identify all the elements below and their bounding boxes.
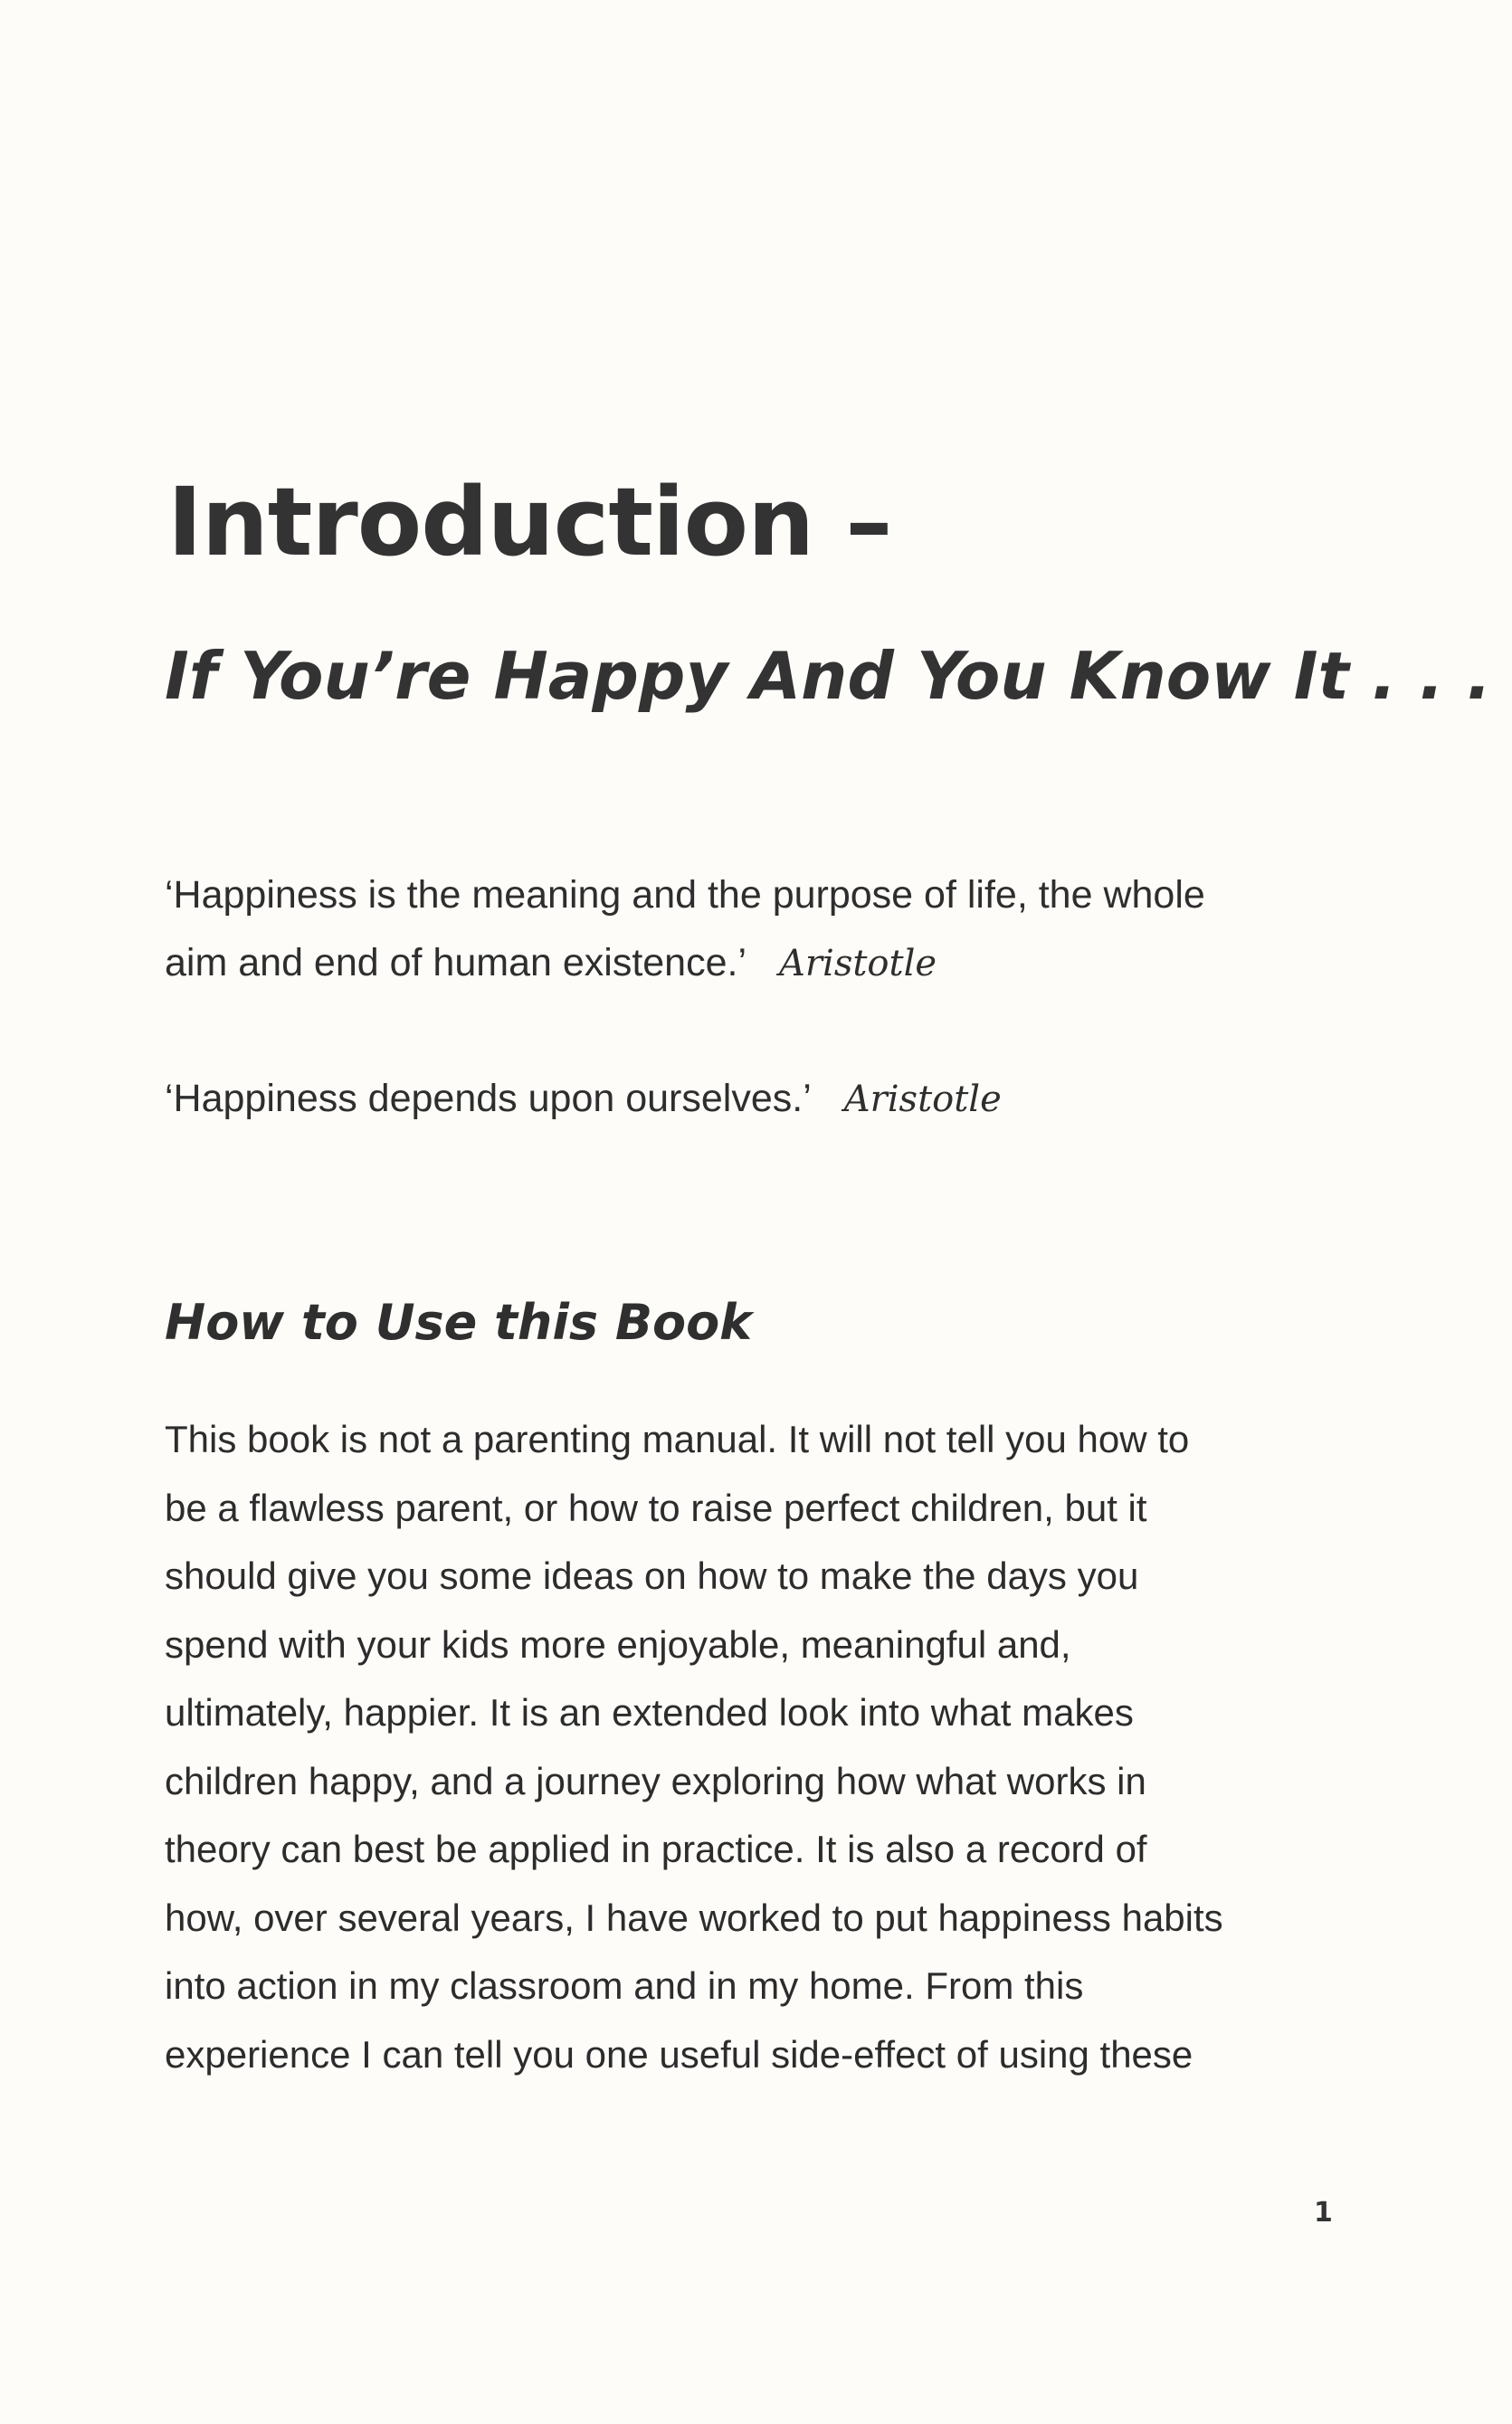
chapter-subtitle: If You’re Happy And You Know It . . . bbox=[165, 638, 1492, 714]
chapter-title: Introduction – bbox=[167, 467, 892, 577]
body-line: how, over several years, I have worked to put happiness habits bbox=[165, 1896, 1223, 1939]
body-line: experience I can tell you one useful side-effect of using these bbox=[165, 2032, 1193, 2076]
epigraph-attribution: Aristotle bbox=[843, 1079, 1002, 1120]
body-line: be a flawless parent, or how to raise perfect children, but it bbox=[165, 1486, 1147, 1529]
section-heading: How to Use this Book bbox=[165, 1294, 753, 1351]
epigraph-text: ‘Happiness is the meaning and the purpose of life, the whole aim and end of human existence.’ bbox=[165, 873, 1205, 984]
epigraph-quote bbox=[165, 861, 1250, 998]
epigraph-quote bbox=[165, 1065, 1250, 1134]
epigraph-text: ‘Happiness depends upon ourselves.’ bbox=[165, 1077, 812, 1120]
body-paragraph bbox=[165, 1405, 1368, 2088]
body-line: theory can best be applied in practice. It is also a record of bbox=[165, 1828, 1147, 1870]
body-line: ultimately, happier. It is an extended look into what makes bbox=[165, 1691, 1134, 1734]
body-line: children happy, and a journey exploring how what works in bbox=[165, 1759, 1146, 1802]
body-line: into action in my classroom and in my home. From this bbox=[165, 1964, 1084, 2007]
body-line: This book is not a parenting manual. It will not tell you how to bbox=[165, 1418, 1190, 1460]
body-line: spend with your kids more enjoyable, meaningful and, bbox=[165, 1622, 1071, 1666]
body-line: should give you some ideas on how to make the days you bbox=[165, 1554, 1139, 1597]
page-number: 1 bbox=[1314, 2197, 1333, 2229]
epigraph-attribution: Aristotle bbox=[779, 943, 937, 984]
